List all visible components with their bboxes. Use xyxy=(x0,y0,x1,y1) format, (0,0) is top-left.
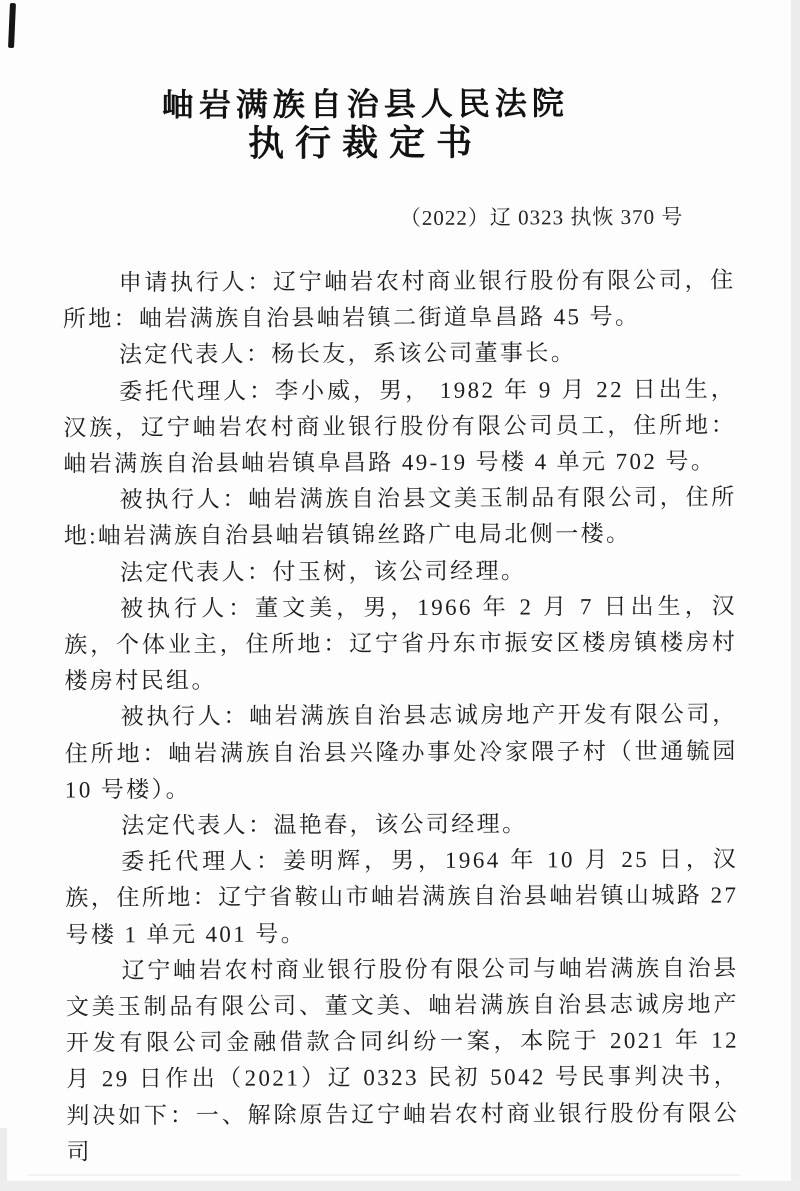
document-type-title: 执行裁定书 xyxy=(247,122,484,164)
paragraph: 法定代表人：付玉树，该公司经理。 xyxy=(119,558,527,585)
paragraph: 被执行人：岫岩满族自治县文美玉制品有限公司，住所地:岫岩满族自治县岫岩镇锦丝路广电局北侧一楼。 xyxy=(63,484,737,549)
paragraph: 被执行人：岫岩满族自治县志诚房地产开发有限公司，住所地：岫岩满族自治县兴隆办事处冷家隈子村（世通毓园 10 号楼）。 xyxy=(64,701,738,803)
scan-shadow-line xyxy=(28,1174,740,1176)
paragraph: 委托代理人：李小威，男， 1982 年 9 月 22 日出生，汉族，辽宁岫岩农村商业银行股份有限公司员工，住所地：岫岩满族自治县岫岩镇阜昌路 49-19 号楼 4 单元 702 号。 xyxy=(63,376,737,477)
paragraph: 法定代表人：温艳春，该公司经理。 xyxy=(120,811,528,839)
paragraph: 被执行人：董文美，男，1966 年 2 月 7 日出生，汉族，个体业主，住所地：辽宁省丹东市振安区楼房镇楼房村楼房村民组。 xyxy=(64,593,738,694)
document-content xyxy=(61,0,739,1171)
court-name: 岫岩满族自治县人民法院 xyxy=(161,85,569,124)
scan-ink-mark xyxy=(8,3,16,48)
case-number: （2022）辽 0323 执恢 370 号 xyxy=(399,204,684,230)
paragraph: 法定代表人：杨长友，系该公司董事长。 xyxy=(118,340,577,368)
paragraph: 申请执行人：辽宁岫岩农村商业银行股份有限公司，住所地：岫岩满族自治县岫岩镇二街道阜昌路 45 号。 xyxy=(62,267,736,332)
scan-right-edge xyxy=(791,0,800,1191)
paragraph: 辽宁岫岩农村商业银行股份有限公司与岫岩满族自治县文美玉制品有限公司、董文美、岫岩满族自治县志诚房地产开发有限公司金融借款合同纠纷一案，本院于 2021 年 12 月 29 日作出（2021）辽 0323 民初 5042 号民事判决书，判决如下：一、解除原告辽宁岫岩农村商业银行股份有限公司 xyxy=(65,955,740,1165)
paragraph: 委托代理人：姜明辉，男，1964 年 10 月 25 日，汉族，住所地：辽宁省鞍山市岫岩满族自治县岫岩镇山城路 27 号楼 1 单元 401 号。 xyxy=(65,846,739,948)
scan-bottom-edge xyxy=(0,1181,800,1191)
title-block xyxy=(29,85,702,166)
document-body xyxy=(63,263,740,1171)
